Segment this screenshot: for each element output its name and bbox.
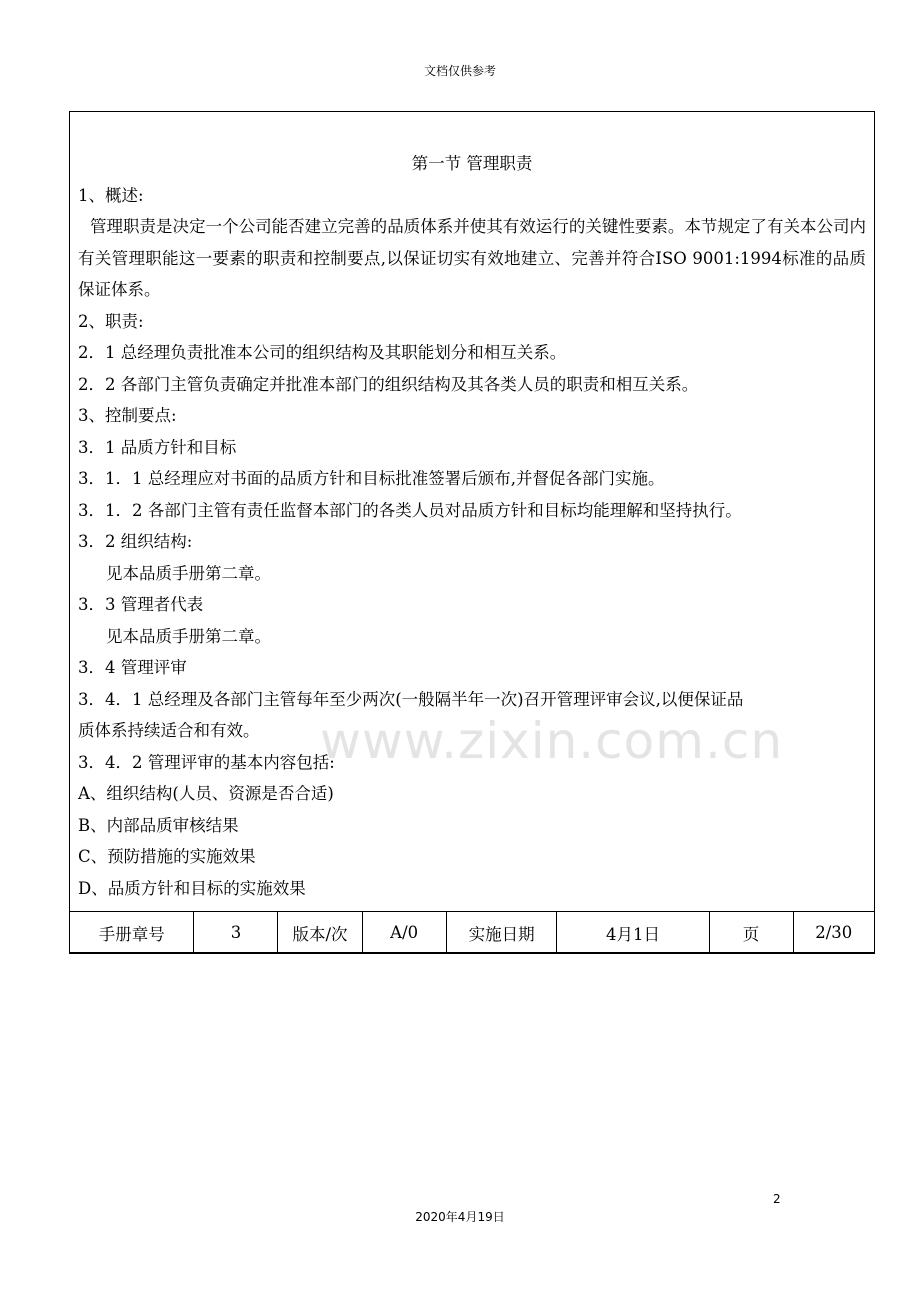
control-3-3-reference: 见本品质手册第二章。 bbox=[106, 626, 271, 646]
table-row bbox=[70, 912, 875, 954]
version-value: A/0 bbox=[362, 912, 446, 954]
manual-chapter-value: 3 bbox=[194, 912, 278, 954]
control-3-2: 3．2 组织结构: bbox=[78, 532, 193, 551]
control-3-4-2: 3．4．2 管理评审的基本内容包括: bbox=[78, 752, 335, 772]
control-3-1: 3．1 品质方针和目标 bbox=[78, 437, 237, 457]
watermark: www.zixin.com.cn bbox=[320, 712, 784, 770]
control-3-1-1: 3．1．1 总经理应对书面的品质方针和目标批准签署后颁布,并督促各部门实施。 bbox=[78, 469, 665, 488]
control-3-3: 3．3 管理者代表 bbox=[78, 595, 204, 614]
document-frame bbox=[69, 111, 875, 953]
control-heading: 3、控制要点: bbox=[78, 406, 177, 425]
document-content bbox=[78, 148, 866, 904]
overview-heading: 1、概述: bbox=[78, 185, 144, 205]
footer-date: 2020年4月19日 bbox=[415, 1210, 505, 1224]
page-number: 2 bbox=[773, 1192, 781, 1206]
control-3-4-1-line1: 3．4．1 总经理及各部门主管每年至少两次(一般隔半年一次)召开管理评审会议,以便保证品 bbox=[78, 689, 744, 709]
review-item-b: B、内部品质审核结果 bbox=[78, 815, 239, 835]
page-value: 2/30 bbox=[793, 912, 874, 954]
overview-text: 管理职责是决定一个公司能否建立完善的品质体系并使其有效运行的关键性要素。本节规定了有关本公司内有关管理职能这一要素的职责和控制要点,以保证切实有效地建立、完善并符合ISO 9001:1994标准的品质保证体系。 bbox=[78, 217, 866, 299]
page-label: 页 bbox=[709, 912, 793, 954]
header-note: 文档仅供参考 bbox=[423, 64, 496, 78]
duties-heading: 2、职责: bbox=[78, 311, 144, 331]
control-3-4: 3．4 管理评审 bbox=[78, 658, 187, 677]
review-item-c: C、预防措施的实施效果 bbox=[78, 847, 256, 866]
duty-1: 2．1 总经理负责批准本公司的组织结构及其职能划分和相互关系。 bbox=[78, 343, 567, 362]
version-label: 版本/次 bbox=[278, 912, 362, 954]
review-item-a: A、组织结构(人员、资源是否合适) bbox=[78, 784, 334, 803]
document-info-table bbox=[69, 911, 875, 954]
control-3-4-1-line2: 质体系持续适合和有效。 bbox=[78, 721, 260, 740]
duty-2: 2．2 各部门主管负责确定并批准本部门的组织结构及其各类人员的职责和相互关系。 bbox=[78, 374, 699, 394]
effective-date-label: 实施日期 bbox=[446, 912, 557, 954]
review-item-d: D、品质方针和目标的实施效果 bbox=[78, 878, 306, 898]
control-3-1-2: 3．1．2 各部门主管有责任监督本部门的各类人员对品质方针和目标均能理解和坚持执行。 bbox=[78, 500, 742, 520]
manual-chapter-label: 手册章号 bbox=[70, 912, 194, 954]
control-3-2-reference: 见本品质手册第二章。 bbox=[106, 563, 271, 583]
section-title: 第一节 管理职责 bbox=[411, 154, 533, 173]
effective-date-value: 4月1日 bbox=[557, 912, 709, 954]
